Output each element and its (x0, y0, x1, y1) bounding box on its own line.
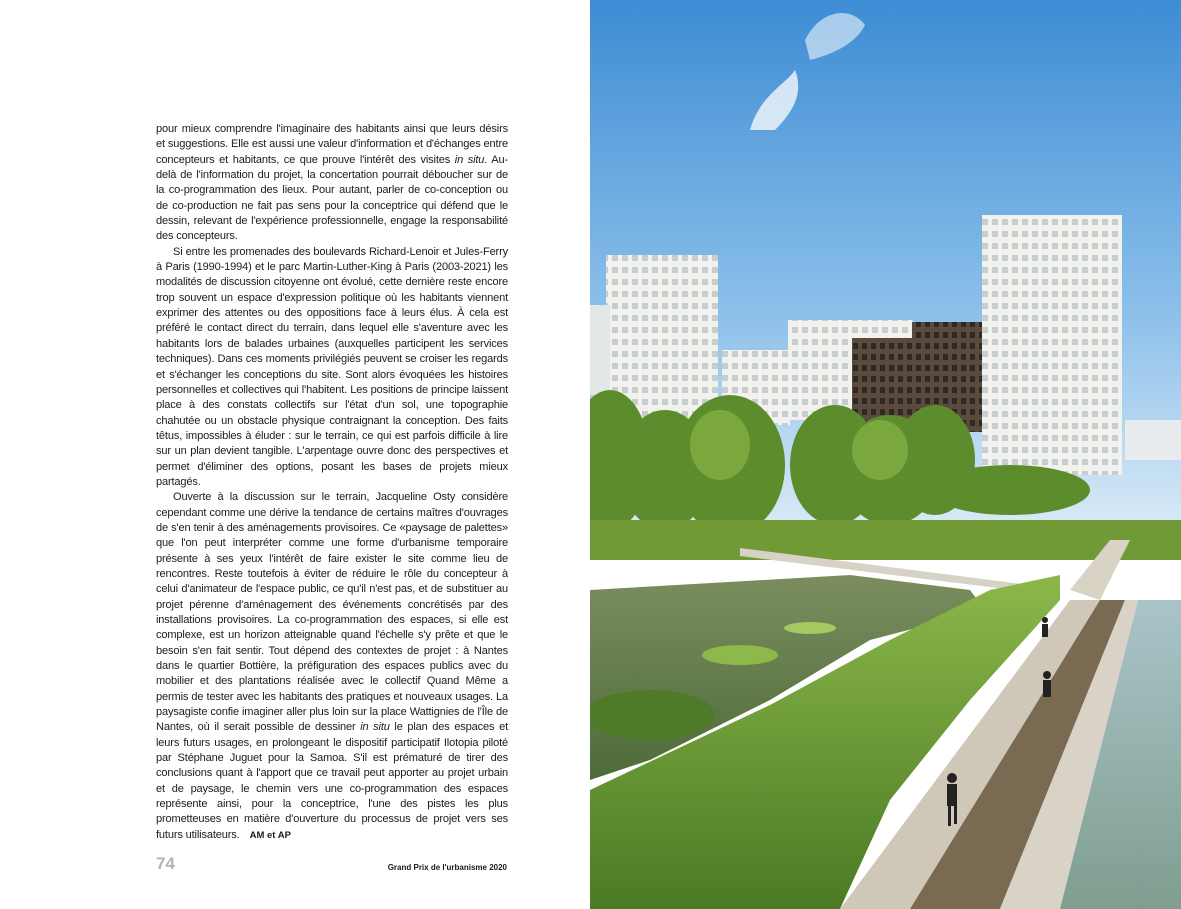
lily-patch (702, 645, 778, 665)
ground-strip (590, 520, 1181, 560)
paragraph-3-part-b: le plan des espaces et leurs futurs usages, en prolongeant le dispositif participatif Ilotopia piloté par Stéphane Juguet pour la Samoa. S'il est prématuré de tirer des conclusions quant à l'apport que ce travail peut apporter au projet urbain et de paysage, le chemin vers une co-programmation des espaces représente ainsi, pour la conceptrice, l'une des pistes les plus prometteuses en matière d'ouverture du processus de projet vers ses futurs utilisateurs. (156, 721, 508, 841)
tower-right (982, 215, 1122, 475)
paragraph-1 (156, 122, 508, 245)
paragraph-2: Si entre les promenades des boulevards Richard-Lenoir et Jules-Ferry à Paris (1990-1994) et le parc Martin-Luther-King à Paris (2003-2021) les modalités de discussion citoyenne ont évolué, cette dernière reste encore trop souvent un espace d'expression politique où les habitants viennent exprimer des attentes ou des oppositions face à leurs élus. À cela est préféré le contact direct du terrain, dans lequel elle s'aventure avec les habitants lors de balades urbaines (auxquelles participent les services techniques). Dans ces moments privilégiés peuvent se croiser les regards et s'échanger les conceptions du site. Sont alors évoquées les histoires personnelles et collectives qui l'habitent. Les positions de principe laissent place à des constats collectifs sur l'état d'un sol, une topographie chahutée ou un obstacle physique contraignant la conception. Des faits têtus, impossibles à éluder : sur le terrain, ce qui est parfois difficile à lire sur un plan devient tangible. L'arpentage ouvre donc des perspectives et permet d'éliminer des options, posant les bases de projets mieux partagés. (156, 245, 508, 488)
distant-buildings (1125, 420, 1181, 460)
running-footer: Grand Prix de l'urbanisme 2020 (387, 863, 507, 872)
left-page (0, 0, 590, 909)
park-photo-illustration (590, 0, 1181, 909)
paragraph-1-part-a: pour mieux comprendre l'imaginaire des habitants ainsi que leurs désirs et suggestions. Elle est aussi une valeur d'information et d'échanges entre concepteurs et habitants, ce que prouve l'intérêt des visites (156, 123, 508, 166)
author-signature: AM et AP (249, 829, 291, 841)
page-number: 74 (156, 854, 175, 873)
building-edge (590, 305, 610, 395)
lily-patch-2 (784, 622, 836, 634)
paragraph-3-part-a: Ouverte à la discussion sur le terrain, Jacqueline Osty considère cependant comme une dérive la tendance de certains maîtres d'ouvrages de s'en tenir à des aménagements provisoires. Ce «paysage de palettes» que l'on peut interpréter comme une forme d'urbanisme temporaire présente à ses yeux l'intérêt de faire exister le site comme lieu de rencontres. Reste toutefois à éviter de réduire le rôle du concepteur à celui d'animateur de l'espace public, ce qu'il n'est pas, et de substituer au projet pérenne d'aménagement des événements concrétisés par des installations provisoires. La co-programmation des espaces, si elle est complexe, est un horizon atteignable quand l'échelle s'y prête et que le besoin s'en fait sentir. Tout dépend des contextes de projet : à Nantes dans le quartier Bottière, la préfiguration des espaces publics avec du mobilier et des plantations réalisée avec le collectif Quand Même a permis de tester avec les habitants des pratiques et nouveaux usages. La paysagiste confie imaginer aller plus loin sur la place Wattignies de l'Île de Nantes, où il serait possible de dessiner (156, 491, 508, 734)
lily-patch-3 (590, 690, 715, 740)
paragraph-3 (156, 490, 508, 843)
article-text (156, 122, 508, 843)
paragraph-1-italic: in situ (454, 153, 485, 166)
paragraph-1-part-b: . Au-delà de l'information du projet, la concertation pourrait déboucher sur de la co-programmation des lieux. Pour autant, parler de co-conception ou de co-production ne fait pas sens pour la conceptrice qui défend que le dessin, relevant de l'expérience professionnelle, engage la responsabilité des concepteurs. (156, 153, 508, 243)
park-photo (590, 0, 1181, 909)
paragraph-3-italic: in situ (360, 721, 390, 734)
